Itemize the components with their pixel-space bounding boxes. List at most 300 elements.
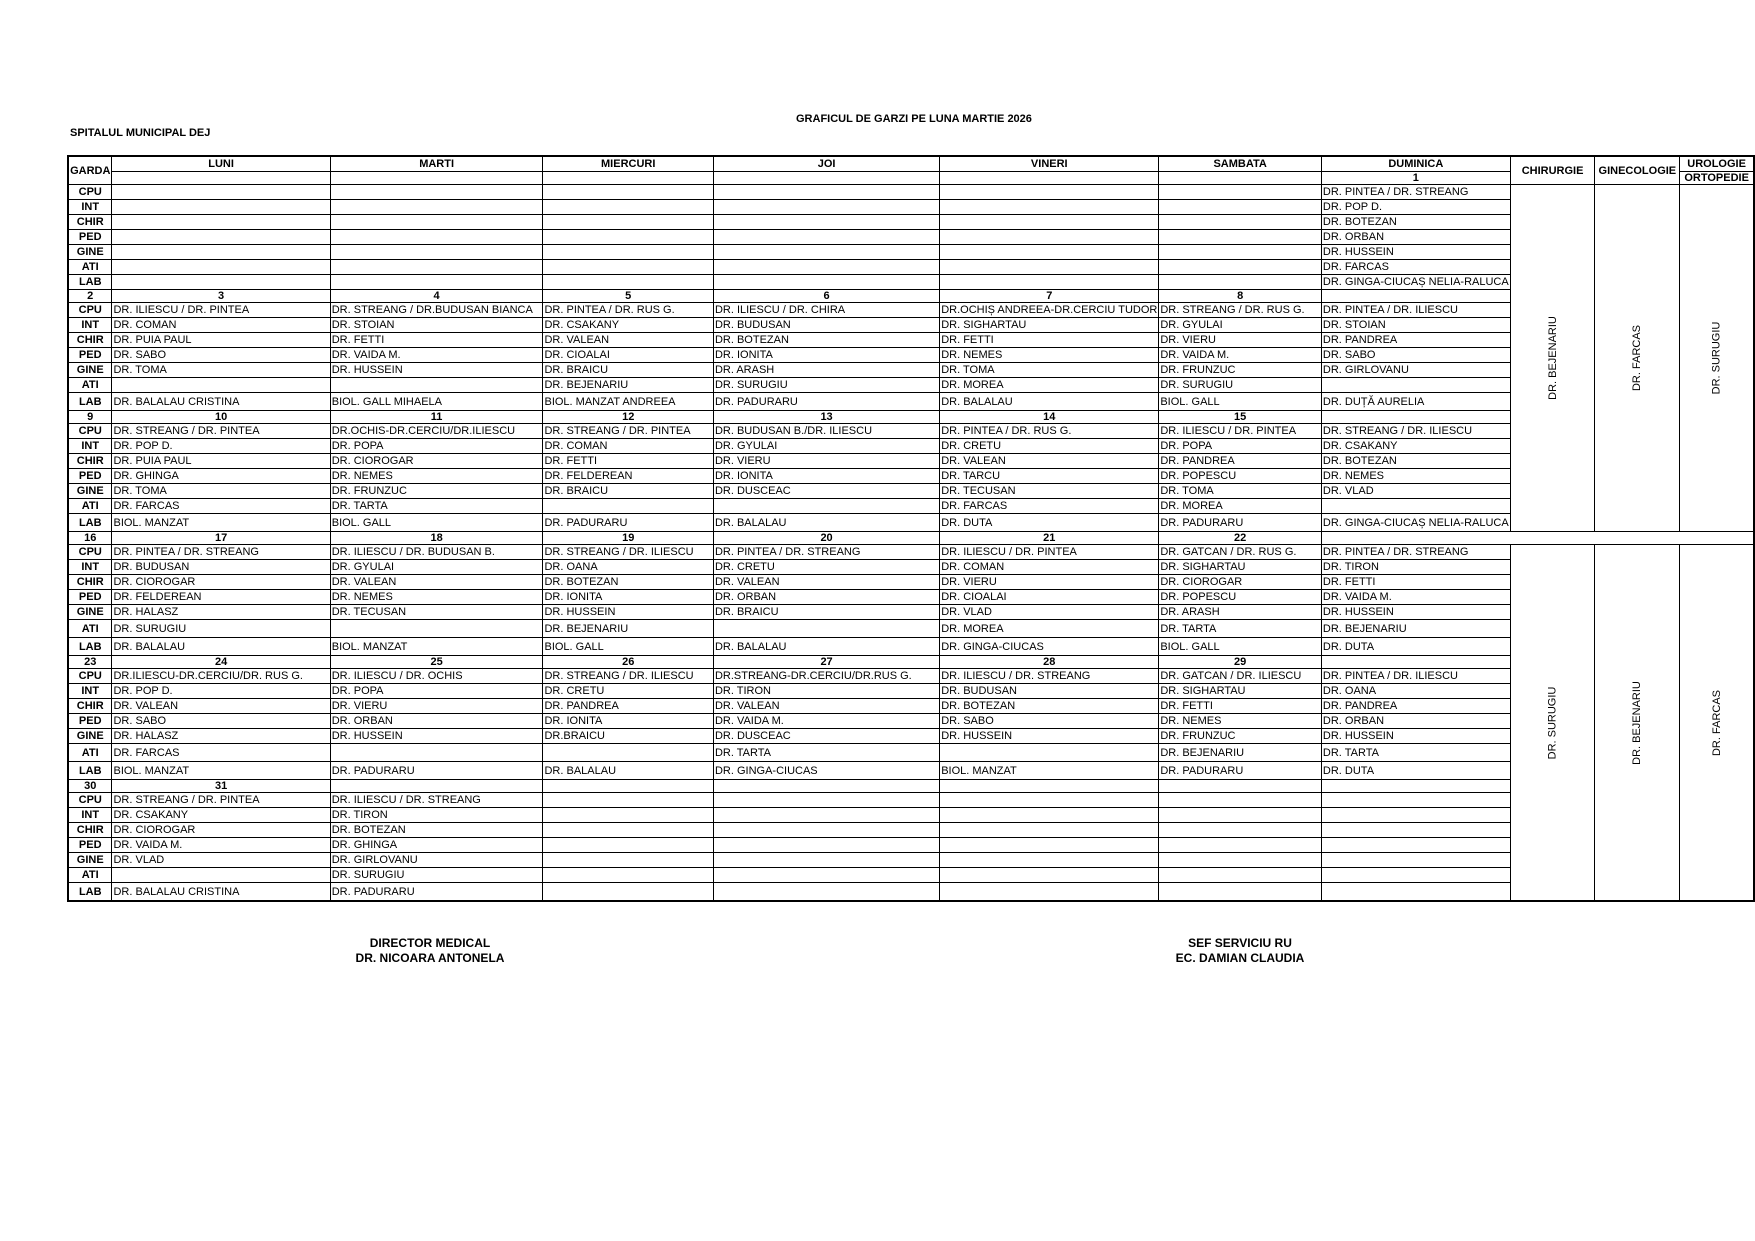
side-urologie-name: DR. FARCAS xyxy=(1710,689,1723,756)
row-code: LAB xyxy=(68,514,112,532)
table-row xyxy=(68,838,1754,853)
duty-cell: DR. FELDEREAN xyxy=(543,469,713,484)
table-row xyxy=(68,823,1754,838)
date-cell xyxy=(940,172,1159,185)
duty-cell: DR. PADURARU xyxy=(330,762,543,780)
table-row xyxy=(68,200,1754,215)
date-cell: 9 xyxy=(68,411,112,424)
duty-cell xyxy=(543,215,713,230)
signature-left xyxy=(330,936,530,966)
duty-cell: DR. DUTA xyxy=(1321,762,1510,780)
duty-cell: DR. HALASZ xyxy=(112,605,330,620)
garda-header: GARDA xyxy=(68,156,112,185)
table-row xyxy=(68,318,1754,333)
duty-cell: DR. BALALAU CRISTINA xyxy=(112,393,330,411)
duty-cell: DR. FARCAS xyxy=(940,499,1159,514)
row-code: ATI xyxy=(68,744,112,762)
duty-cell: DR. PADURARU xyxy=(1159,762,1322,780)
table-row xyxy=(68,469,1754,484)
duty-cell: DR. BRAICU xyxy=(713,605,939,620)
duty-cell xyxy=(1159,185,1322,200)
duty-cell: DR. STREANG / DR. ILIESCU xyxy=(543,545,713,560)
duty-cell: DR. BALALAU xyxy=(940,393,1159,411)
duty-cell: DR. DUTA xyxy=(1321,638,1510,656)
duty-cell: DR. MOREA xyxy=(940,378,1159,393)
duty-cell: BIOL. MANZAT xyxy=(112,762,330,780)
row-code: GINE xyxy=(68,853,112,868)
duty-cell xyxy=(543,853,713,868)
table-row xyxy=(68,620,1754,638)
duty-cell: DR. VLAD xyxy=(112,853,330,868)
table-row xyxy=(68,868,1754,883)
duty-cell: DR.OCHIȘ ANDREEA-DR.CERCIU TUDOR xyxy=(941,304,1158,316)
table-row xyxy=(68,699,1754,714)
row-code: INT xyxy=(68,439,112,454)
date-cell: 4 xyxy=(330,290,543,303)
urologie-header: UROLOGIE xyxy=(1680,156,1754,172)
duty-cell: DR. TOMA xyxy=(112,363,330,378)
director-role: DIRECTOR MEDICAL xyxy=(369,936,491,950)
duty-cell: DR. ILIESCU / DR. STREANG xyxy=(940,669,1159,684)
duty-cell: BIOL. GALL xyxy=(1159,638,1322,656)
duty-cell xyxy=(543,260,713,275)
duty-cell: DR. BUDUSAN xyxy=(713,318,939,333)
duty-cell xyxy=(713,230,939,245)
row-code: CHIR xyxy=(68,454,112,469)
duty-cell: DR. GATCAN / DR. ILIESCU xyxy=(1159,669,1322,684)
duty-cell: DR. SABO xyxy=(112,714,330,729)
duty-cell: DR. PADURARU xyxy=(713,393,939,411)
table-row xyxy=(68,714,1754,729)
table-row xyxy=(68,793,1754,808)
row-code: CPU xyxy=(68,545,112,560)
row-code: LAB xyxy=(68,275,112,290)
row-code: CPU xyxy=(68,793,112,808)
duty-cell: DR. ILIESCU / DR. PINTEA xyxy=(940,545,1159,560)
table-row xyxy=(68,348,1754,363)
table-row xyxy=(68,684,1754,699)
row-code: ATI xyxy=(68,378,112,393)
duty-cell: DR. ARASH xyxy=(713,363,939,378)
duty-cell: DR. ILIESCU / DR. STREANG xyxy=(330,793,543,808)
row-code: CHIR xyxy=(68,215,112,230)
duty-cell: DR. TECUSAN xyxy=(330,605,543,620)
duty-cell xyxy=(112,185,330,200)
duty-cell: DR. VIERU xyxy=(330,699,543,714)
duty-cell: DR. BEJENARIU xyxy=(1159,744,1322,762)
duty-cell: DR. CSAKANY xyxy=(1321,439,1510,454)
duty-cell xyxy=(112,200,330,215)
duty-cell xyxy=(543,744,713,762)
duty-cell xyxy=(1159,275,1322,290)
duty-cell xyxy=(330,245,543,260)
date-row xyxy=(68,172,1754,185)
duty-cell: DR. POP D. xyxy=(112,684,330,699)
duty-cell: DR. STREANG / DR. PINTEA xyxy=(112,793,330,808)
duty-cell xyxy=(1321,808,1510,823)
duty-cell xyxy=(1321,883,1510,902)
duty-cell xyxy=(1159,260,1322,275)
date-row xyxy=(68,290,1754,303)
table-row xyxy=(68,393,1754,411)
duty-cell: DR. STREANG / DR. RUS G. xyxy=(1159,303,1322,318)
row-code: PED xyxy=(68,590,112,605)
duty-cell: DR. BUDUSAN B./DR. ILIESCU xyxy=(713,424,939,439)
duty-cell xyxy=(940,793,1159,808)
duty-cell xyxy=(940,230,1159,245)
duty-cell xyxy=(330,378,543,393)
duty-cell xyxy=(940,260,1159,275)
duty-cell: DR. FELDEREAN xyxy=(112,590,330,605)
side-chirurgie-name: DR. BEJENARIU xyxy=(1546,316,1559,400)
duty-cell: DR. VALEAN xyxy=(112,699,330,714)
duty-cell: DR. GINGA-CIUCAS xyxy=(940,638,1159,656)
duty-cell: DR. BOTEZAN xyxy=(940,699,1159,714)
date-cell xyxy=(713,780,939,793)
duty-cell: BIOL. MANZAT xyxy=(940,762,1159,780)
duty-cell: DR. HUSSEIN xyxy=(543,605,713,620)
duty-cell: DR. TOMA xyxy=(940,363,1159,378)
duty-cell: BIOL. GALL xyxy=(1159,393,1322,411)
duty-cell: DR. VAIDA M. xyxy=(1159,348,1322,363)
duty-cell xyxy=(1321,378,1510,393)
duty-cell: DR. CRETU xyxy=(713,560,939,575)
duty-cell: DR. TIRON xyxy=(330,808,543,823)
duty-cell: DR. DUSCEAC xyxy=(713,729,939,744)
date-cell: 24 xyxy=(112,656,330,669)
duty-cell: DR. COMAN xyxy=(543,439,713,454)
duty-cell: DR. FARCAS xyxy=(1321,260,1510,275)
row-code: INT xyxy=(68,808,112,823)
duty-cell: DR. FARCAS xyxy=(112,499,330,514)
duty-cell xyxy=(713,793,939,808)
date-cell: 22 xyxy=(1159,532,1322,545)
duty-cell: DR. TOMA xyxy=(1159,484,1322,499)
duty-cell xyxy=(940,838,1159,853)
row-code: INT xyxy=(68,318,112,333)
duty-cell: DR. HALASZ xyxy=(112,729,330,744)
row-code: GINE xyxy=(68,605,112,620)
duty-cell xyxy=(543,230,713,245)
duty-cell xyxy=(330,185,543,200)
side-ginecologie-name: DR. FARCAS xyxy=(1631,324,1644,392)
duty-cell: DR. BOTEZAN xyxy=(330,823,543,838)
duty-cell: DR. POPA xyxy=(1159,439,1322,454)
duty-cell: DR. PINTEA / DR. ILIESCU xyxy=(1321,303,1510,318)
duty-cell: DR. PINTEA / DR. STREANG xyxy=(713,545,939,560)
duty-cell xyxy=(713,275,939,290)
duty-cell xyxy=(543,868,713,883)
duty-cell xyxy=(543,793,713,808)
day-header-4: JOI xyxy=(713,156,939,172)
duty-cell: DR. CRETU xyxy=(940,439,1159,454)
duty-cell: DR. MOREA xyxy=(940,620,1159,638)
date-row xyxy=(68,780,1754,793)
duty-cell: DR. CIOALAI xyxy=(543,348,713,363)
duty-cell: DR. BOTEZAN xyxy=(543,575,713,590)
duty-cell: DR. CSAKANY xyxy=(112,808,330,823)
table-row xyxy=(68,545,1754,560)
duty-cell: DR. NEMES xyxy=(940,348,1159,363)
duty-cell xyxy=(543,883,713,902)
table-row xyxy=(68,215,1754,230)
duty-cell: DR. NEMES xyxy=(330,590,543,605)
duty-cell xyxy=(330,275,543,290)
date-cell: 29 xyxy=(1159,656,1322,669)
duty-cell xyxy=(940,808,1159,823)
side-ginecologie-name: DR. BEJENARIU xyxy=(1631,680,1644,765)
duty-cell: DR. VIERU xyxy=(1159,333,1322,348)
side-chirurgie-first_half xyxy=(1510,185,1595,532)
row-code: INT xyxy=(68,560,112,575)
duty-cell: BIOL. MANZAT xyxy=(112,514,330,532)
duty-cell: DR. FETTI xyxy=(1321,575,1510,590)
duty-cell: DR. GINGA-CIUCAȘ NELIA-RALUCA xyxy=(1322,276,1509,288)
table-row xyxy=(68,590,1754,605)
duty-cell: DR. GYULAI xyxy=(1159,318,1322,333)
date-cell: 21 xyxy=(940,532,1159,545)
duty-cell xyxy=(112,245,330,260)
duty-cell xyxy=(543,185,713,200)
date-cell: 1 xyxy=(1321,172,1510,185)
date-cell: 19 xyxy=(543,532,713,545)
duty-cell xyxy=(940,744,1159,762)
duty-cell xyxy=(713,853,939,868)
duty-cell: DR. FRUNZUC xyxy=(1159,729,1322,744)
side-urologie-first_half xyxy=(1680,185,1754,532)
row-code: PED xyxy=(68,230,112,245)
row-code: PED xyxy=(68,838,112,853)
date-cell: 31 xyxy=(112,780,330,793)
director-name: DR. NICOARA ANTONELA xyxy=(355,951,505,965)
duty-cell: DR. PINTEA / DR. STREANG xyxy=(1321,185,1510,200)
table-row xyxy=(68,439,1754,454)
duty-cell xyxy=(1159,230,1322,245)
duty-cell: DR. COMAN xyxy=(940,560,1159,575)
duty-cell: DR. DUTA xyxy=(940,514,1159,532)
table-row xyxy=(68,853,1754,868)
date-cell: 7 xyxy=(940,290,1159,303)
duty-cell xyxy=(1159,823,1322,838)
duty-cell: DR. NEMES xyxy=(330,469,543,484)
duty-cell: DR.ILIESCU-DR.CERCIU/DR. RUS G. xyxy=(112,669,330,684)
date-cell: 18 xyxy=(330,532,543,545)
table-row xyxy=(68,638,1754,656)
duty-cell xyxy=(940,883,1159,902)
duty-cell: DR. VAIDA M. xyxy=(1321,590,1510,605)
signature-right xyxy=(1140,936,1340,966)
ginecologie-header: GINECOLOGIE xyxy=(1595,156,1680,185)
duty-cell: DR. FETTI xyxy=(940,333,1159,348)
date-cell: 27 xyxy=(713,656,939,669)
row-code: PED xyxy=(68,469,112,484)
duty-cell: DR. GIRLOVANU xyxy=(1321,363,1510,378)
duty-cell: DR. PUIA PAUL xyxy=(112,333,330,348)
duty-cell xyxy=(112,378,330,393)
duty-cell: DR. ILIESCU / DR. CHIRA xyxy=(713,303,939,318)
date-cell xyxy=(112,172,330,185)
duty-cell: DR. CIOROGAR xyxy=(330,454,543,469)
duty-cell: DR. COMAN xyxy=(112,318,330,333)
day-header-7: DUMINICA xyxy=(1321,156,1510,172)
duty-cell: DR. SABO xyxy=(940,714,1159,729)
duty-cell: DR. BALALAU xyxy=(713,514,939,532)
duty-cell: BIOL. GALL xyxy=(543,638,713,656)
duty-cell: DR. FARCAS xyxy=(112,744,330,762)
duty-cell: DR. TARTA xyxy=(713,744,939,762)
date-cell: 26 xyxy=(543,656,713,669)
table-row xyxy=(68,605,1754,620)
row-code: ATI xyxy=(68,868,112,883)
duty-cell: DR. CSAKANY xyxy=(543,318,713,333)
duty-cell: DR. STOIAN xyxy=(330,318,543,333)
duty-cell: DR. VLAD xyxy=(1321,484,1510,499)
date-cell: 10 xyxy=(112,411,330,424)
date-cell: 14 xyxy=(940,411,1159,424)
duty-cell xyxy=(330,620,543,638)
date-cell: 17 xyxy=(112,532,330,545)
duty-cell xyxy=(1321,838,1510,853)
row-code: LAB xyxy=(68,883,112,902)
duty-cell: DR. IONITA xyxy=(543,714,713,729)
duty-cell: DR. GYULAI xyxy=(713,439,939,454)
duty-cell: DR. NEMES xyxy=(1321,469,1510,484)
duty-cell xyxy=(1159,793,1322,808)
duty-cell xyxy=(543,275,713,290)
side-chirurgie-second_half xyxy=(1510,545,1595,902)
row-code: CHIR xyxy=(68,699,112,714)
date-cell xyxy=(1159,172,1322,185)
duty-cell: BIOL. MANZAT ANDREEA xyxy=(543,393,713,411)
duty-cell xyxy=(1321,793,1510,808)
date-cell xyxy=(330,780,543,793)
page-title: GRAFICUL DE GARZI PE LUNA MARTIE 2026 xyxy=(796,113,1032,125)
duty-cell: DR. SURUGIU xyxy=(1159,378,1322,393)
duty-cell: DR. BALALAU xyxy=(543,762,713,780)
duty-cell: DR. GYULAI xyxy=(330,560,543,575)
duty-cell: DR. FRUNZUC xyxy=(330,484,543,499)
duty-cell xyxy=(713,215,939,230)
duty-cell: DR. FETTI xyxy=(1159,699,1322,714)
date-cell: 25 xyxy=(330,656,543,669)
duty-cell: DR.OCHIS-DR.CERCIU/DR.ILIESCU xyxy=(330,424,543,439)
duty-cell: BIOL. MANZAT xyxy=(330,638,543,656)
duty-cell xyxy=(543,499,713,514)
duty-cell: DR. POPA xyxy=(330,684,543,699)
duty-cell xyxy=(713,883,939,902)
side-urologie-name: DR. SURUGIU xyxy=(1710,321,1723,395)
day-header-3: MIERCURI xyxy=(543,156,713,172)
duty-cell xyxy=(543,200,713,215)
duty-cell: DR. POPESCU xyxy=(1159,469,1322,484)
duty-cell xyxy=(940,200,1159,215)
date-cell xyxy=(1159,780,1322,793)
duty-cell: DR. TARTA xyxy=(1159,620,1322,638)
duty-cell: DR. GINGA-CIUCAS xyxy=(713,762,939,780)
table-row xyxy=(68,499,1754,514)
duty-cell: DR. SIGHARTAU xyxy=(1159,684,1322,699)
duty-cell xyxy=(330,215,543,230)
date-cell: 11 xyxy=(330,411,543,424)
side-chirurgie-name: DR. SURUGIU xyxy=(1546,686,1559,759)
duty-cell: DR. ILIESCU / DR. PINTEA xyxy=(1159,424,1322,439)
date-cell: 5 xyxy=(543,290,713,303)
duty-cell: DR. TOMA xyxy=(112,484,330,499)
duty-cell: DR. BEJENARIU xyxy=(1321,620,1510,638)
duty-cell: DR. VALEAN xyxy=(940,454,1159,469)
duty-cell: DR. SURUGIU xyxy=(713,378,939,393)
duty-cell: DR. HUSSEIN xyxy=(330,363,543,378)
table-row xyxy=(68,514,1754,532)
duty-cell: DR. CIOALAI xyxy=(940,590,1159,605)
day-header-2: MARTI xyxy=(330,156,543,172)
duty-cell xyxy=(1159,215,1322,230)
duty-cell xyxy=(713,868,939,883)
duty-cell: DR. PADURARU xyxy=(1159,514,1322,532)
table-row xyxy=(68,260,1754,275)
duty-cell xyxy=(1159,808,1322,823)
duty-cell xyxy=(1321,868,1510,883)
duty-cell: DR. PADURARU xyxy=(543,514,713,532)
duty-cell: DR. IONITA xyxy=(713,469,939,484)
date-cell: 30 xyxy=(68,780,112,793)
duty-cell xyxy=(1321,499,1510,514)
row-code: ATI xyxy=(68,499,112,514)
date-cell: 20 xyxy=(713,532,939,545)
duty-cell: DR. BOTEZAN xyxy=(713,333,939,348)
duty-cell xyxy=(543,808,713,823)
day-header-1: LUNI xyxy=(112,156,330,172)
row-code: GINE xyxy=(68,484,112,499)
row-code: GINE xyxy=(68,729,112,744)
date-cell: 12 xyxy=(543,411,713,424)
duty-cell: DR. HUSSEIN xyxy=(1321,605,1510,620)
duty-cell xyxy=(112,215,330,230)
duty-cell: DR. BOTEZAN xyxy=(1321,215,1510,230)
row-code: INT xyxy=(68,684,112,699)
duty-cell: DR. PANDREA xyxy=(1159,454,1322,469)
duty-cell: DR. ORBAN xyxy=(1321,714,1510,729)
duty-cell: DR. TIRON xyxy=(1321,560,1510,575)
duty-cell xyxy=(940,853,1159,868)
row-code: CHIR xyxy=(68,823,112,838)
table-row xyxy=(68,575,1754,590)
duty-cell: DR. HUSSEIN xyxy=(940,729,1159,744)
duty-cell: DR. ILIESCU / DR. OCHIS xyxy=(330,669,543,684)
date-cell xyxy=(543,780,713,793)
duty-cell xyxy=(1321,853,1510,868)
day-header-5: VINERI xyxy=(940,156,1159,172)
duty-cell: DR. STOIAN xyxy=(1321,318,1510,333)
duty-cell: DR. POP D. xyxy=(1321,200,1510,215)
table-row xyxy=(68,762,1754,780)
duty-cell: DR. VAIDA M. xyxy=(713,714,939,729)
date-cell xyxy=(543,172,713,185)
duty-cell: DR. OANA xyxy=(543,560,713,575)
date-row xyxy=(68,532,1754,545)
duty-cell xyxy=(713,245,939,260)
duty-cell: DR.STREANG-DR.CERCIU/DR.RUS G. xyxy=(713,669,939,684)
duty-cell: DR. VALEAN xyxy=(543,333,713,348)
row-code: LAB xyxy=(68,638,112,656)
duty-cell: DR. ARASH xyxy=(1159,605,1322,620)
row-code: CPU xyxy=(68,303,112,318)
date-cell: 2 xyxy=(68,290,112,303)
duty-cell xyxy=(330,744,543,762)
duty-cell xyxy=(940,275,1159,290)
duty-cell: DR. VALEAN xyxy=(713,699,939,714)
table-row xyxy=(68,560,1754,575)
